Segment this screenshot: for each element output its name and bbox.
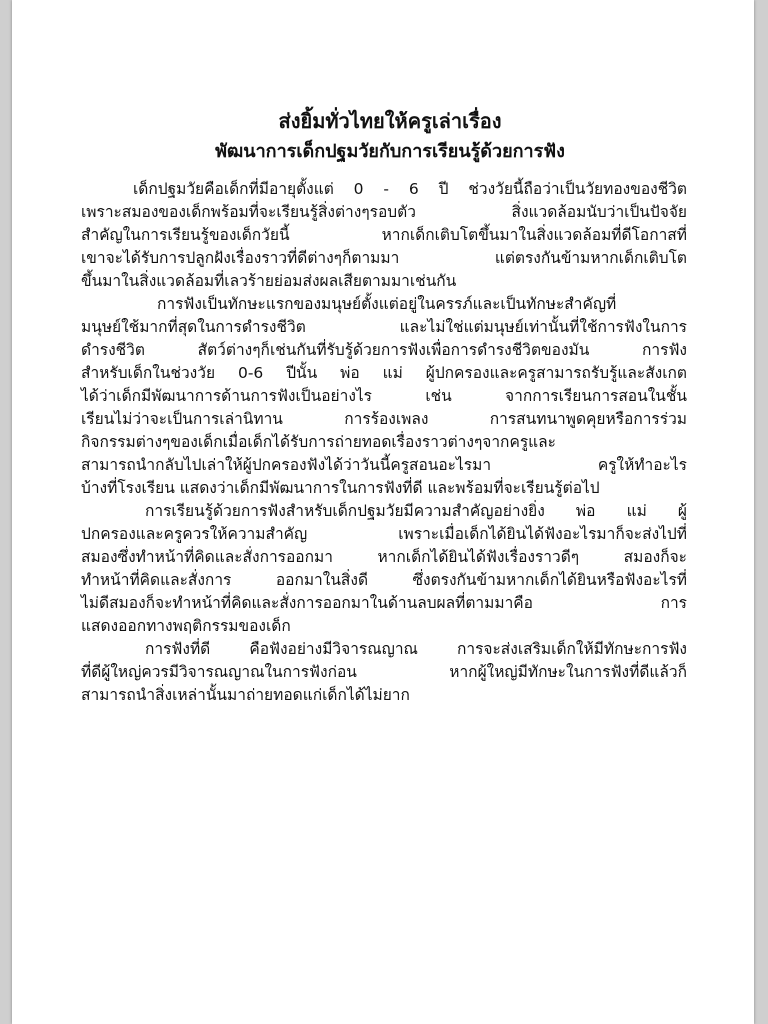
text-line: ปกครองและครูควรให้ความสำคัญ เพราะเมื่อเด็กได้ยินได้ฟังอะไรมาก็จะส่งไปที่ [81,525,687,543]
text-line: แสดงออกทางพฤติกรรมของเด็ก [81,617,291,635]
text-line: สำหรับเด็กในช่วงวัย 0-6 ปีนั้น พ่อ แม่ ผู้ปกครองและครูสามารถรับรู้และสังเกต [81,364,687,382]
text-line: ทำหน้าที่คิดและสั่งการ ออกมาในสิ่งดี ซึ่งตรงกันข้ามหากเด็กได้ยินหรือฟังอะไรที่ [81,571,687,589]
document-subtitle: พัฒนาการเด็กปฐมวัยกับการเรียนรู้ด้วยการฟัง [215,141,565,162]
text-line: การฟังเป็นทักษะแรกของมนุษย์ตั้งแต่อยู่ในครรภ์และเป็นทักษะสำคัญที่ [157,295,617,313]
text-line: การเรียนรู้ด้วยการฟังสำหรับเด็กปฐมวัยมีความสำคัญอย่างยิ่ง พ่อ แม่ ผู้ [145,502,687,520]
text-line: ดำรงชีวิต สัตว์ต่างๆก็เช่นกันที่รับรู้ด้วยการฟังเพื่อการดำรงชีวิตของมัน การฟัง [81,341,687,359]
document-body [81,178,687,707]
paragraph-3 [81,500,687,638]
text-line: สมองซึ่งทำหน้าที่คิดและสั่งการออกมา หากเด็กได้ยินได้ฟังเรื่องราวดีๆ สมองก็จะ [81,548,687,566]
text-line: การฟังที่ดี คือฟังอย่างมีวิจารณญาณ การจะส่งเสริมเด็กให้มีทักษะการฟัง [145,640,687,658]
text-line: ที่ดีผู้ใหญ่ควรมีวิจารณญาณในการฟังก่อน หากผู้ใหญ่มีทักษะในการฟังที่ดีแล้วก็ [81,663,687,681]
text-line: ไม่ดีสมองก็จะทำหน้าที่คิดและสั่งการออกมาในด้านลบผลที่ตามมาคือ การ [81,594,687,612]
text-line: เด็กปฐมวัยคือเด็กที่มีอายุตั้งแต่ 0 - 6 ปี ช่วงวัยนี้ถือว่าเป็นวัยทองของชีวิต [133,180,687,198]
paragraph-1 [81,178,687,293]
text-line: สำคัญในการเรียนรู้ของเด็กวัยนี้ หากเด็กเติบโตขึ้นมาในสิ่งแวดล้อมที่ดีโอกาสที่ [81,226,687,244]
text-line: สามารถนำกลับไปเล่าให้ผู้ปกครองฟังได้ว่าวันนี้ครูสอนอะไรมา ครูให้ทำอะไร [81,456,687,474]
text-line: ได้ว่าเด็กมีพัฒนาการด้านการฟังเป็นอย่างไร เช่น จากการเรียนการสอนในชั้น [81,387,687,405]
text-line: สามารถนำสิ่งเหล่านั้นมาถ่ายทอดแก่เด็กได้ไม่ยาก [81,686,410,704]
text-line: มนุษย์ใช้มากที่สุดในการดำรงชีวิต และไม่ใช่แต่มนุษย์เท่านั้นที่ใช้การฟังในการ [81,318,687,336]
paragraph-2 [81,293,687,500]
text-line: กิจกรรมต่างๆของเด็กเมื่อเด็กได้รับการถ่ายทอดเรื่องราวต่างๆจากครูและ [81,433,556,451]
paragraph-4 [81,638,687,707]
text-line: เรียนไม่ว่าจะเป็นการเล่านิทาน การร้องเพลง การสนทนาพูดคุยหรือการร่วม [81,410,687,428]
document-title: ส่งยิ้มทั่วไทยให้ครูเล่าเรื่อง [278,109,502,133]
text-line: บ้างที่โรงเรียน แสดงว่าเด็กมีพัฒนาการในการฟังที่ดี และพร้อมที่จะเรียนรู้ต่อไป [81,479,600,497]
text-line: ขึ้นมาในสิ่งแวดล้อมที่เลวร้ายย่อมส่งผลเสียตามมาเช่นกัน [81,272,457,290]
text-line: เพราะสมองของเด็กพร้อมที่จะเรียนรู้สิ่งต่างๆรอบตัว สิ่งแวดล้อมนับว่าเป็นปัจจัย [81,203,687,221]
text-line: เขาจะได้รับการปลูกฝังเรื่องราวที่ดีต่างๆก็ตามมา แต่ตรงกันข้ามหากเด็กเติบโต [81,249,687,267]
